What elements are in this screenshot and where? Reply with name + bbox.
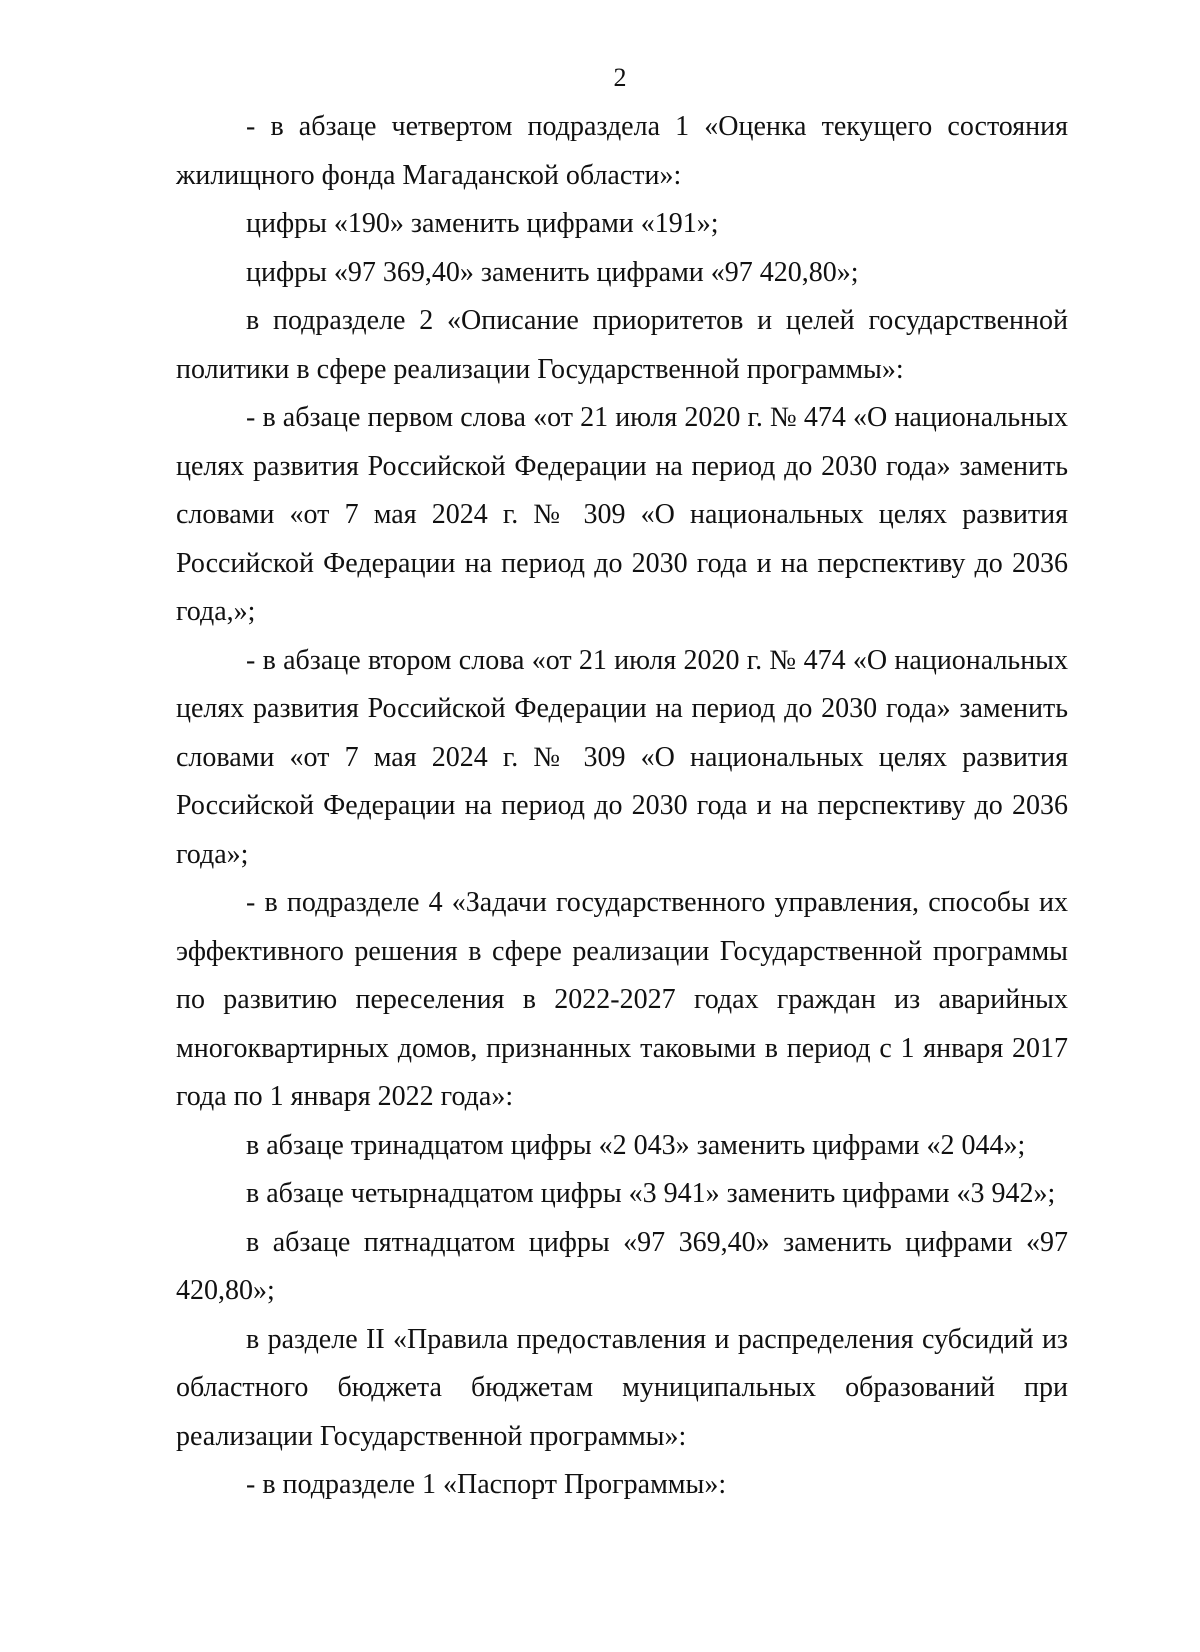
paragraph-3: цифры «97 369,40» заменить цифрами «97 420,80»;: [246, 256, 859, 288]
document-body: [176, 103, 1068, 1510]
paragraph-12: - в подразделе 1 «Паспорт Программы»:: [246, 1469, 727, 1500]
paragraph-9: в абзаце четырнадцатом цифры «3 941» заменить цифрами «3 942»;: [246, 1178, 1056, 1209]
paragraph-2: цифры «190» заменить цифрами «191»;: [246, 208, 719, 239]
paragraph-1: - в абзаце четвертом подраздела 1 «Оценка текущего состояния жилищного фонда Магаданской области»:: [176, 111, 1068, 191]
paragraph-6: - в абзаце втором слова «от 21 июля 2020 г. № 474 «О национальных целях развития Российской Федерации на период до 2030 года» заменить словами «от 7 мая 2024 г. № 309 «О национальных целях развития Российской Федерации на период до 2030 года и на перспективу до 2036 года»;: [176, 644, 1068, 870]
page-number: 2: [613, 63, 627, 92]
paragraph-11: в разделе II «Правила предоставления и распределения субсидий из областного бюджета бюджетам муниципальных образований при реализации Государственной программы»:: [176, 1323, 1068, 1452]
paragraph-8: в абзаце тринадцатом цифры «2 043» заменить цифрами «2 044»;: [246, 1129, 1026, 1161]
paragraph-4: в подразделе 2 «Описание приоритетов и целей государственной политики в сфере реализации Государственной программы»:: [176, 305, 1068, 385]
paragraph-7: - в подразделе 4 «Задачи государственного управления, способы их эффективного решения в сфере реализации Государственной программы по развитию переселения в 2022-2027 годах граждан из аварийных многоквартирных домов, признанных таковыми в период с 1 января 2017 года по 1 января 2022 года»:: [176, 887, 1068, 1112]
paragraph-5: - в абзаце первом слова «от 21 июля 2020 г. № 474 «О национальных целях развития Российской Федерации на период до 2030 года» заменить словами «от 7 мая 2024 г. № 309 «О национальных целях развития Российской Федерации на период до 2030 года и на перспективу до 2036 года,»;: [176, 402, 1068, 627]
paragraph-10: в абзаце пятнадцатом цифры «97 369,40» заменить цифрами «97 420,80»;: [176, 1226, 1068, 1306]
